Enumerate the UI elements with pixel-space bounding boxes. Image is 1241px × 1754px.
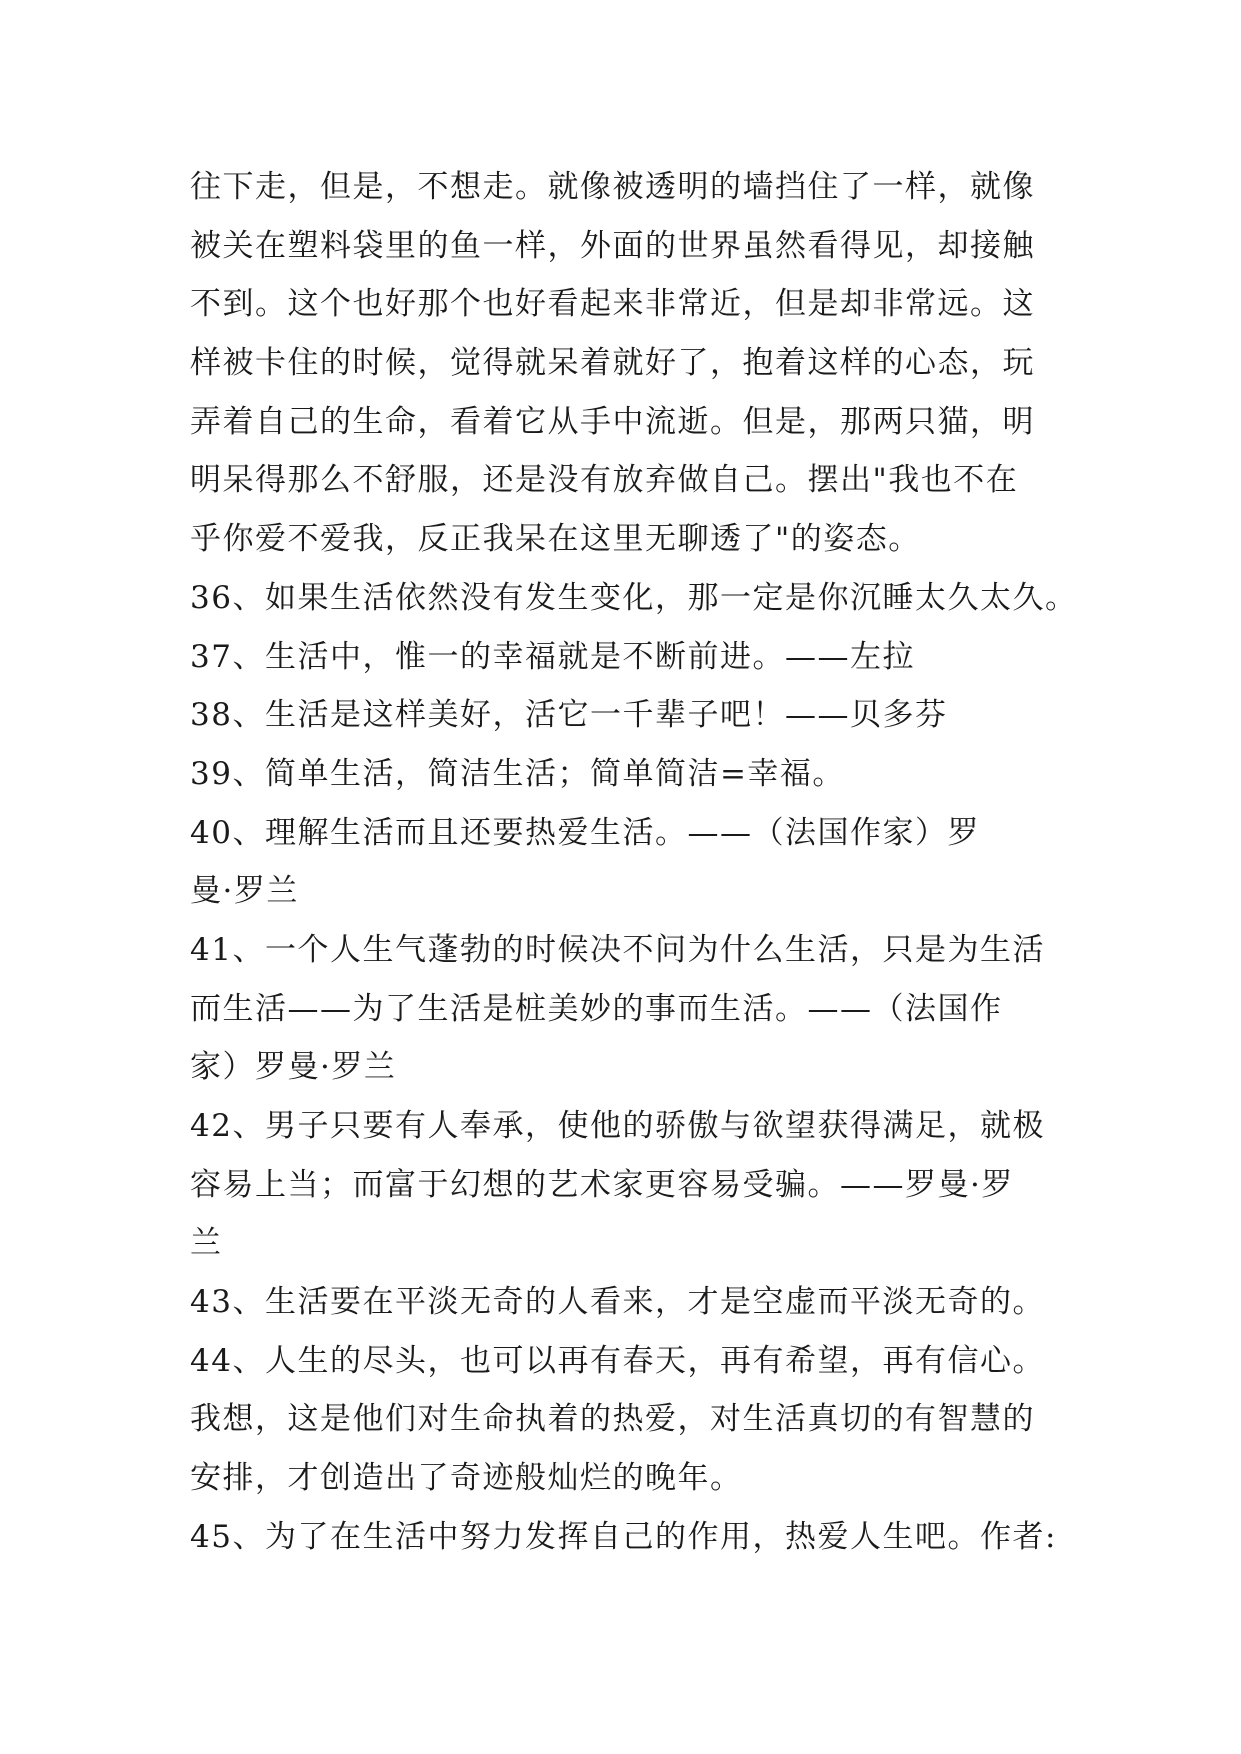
quote-44: 44、人生的尽头，也可以再有春天，再有希望，再有信心。 [190, 1342, 1045, 1379]
quote-39: 39、简单生活，简洁生活；简单简洁=幸福。 [190, 755, 845, 792]
body-text [190, 158, 1078, 1567]
quote-44-cont: 我想，这是他们对生命执着的热爱，对生活真切的有智慧的 [190, 1401, 1035, 1438]
quote-42-cont: 兰 [190, 1225, 223, 1262]
text-line: 样被卡住的时候，觉得就呆着就好了，抱着这样的心态，玩 [190, 345, 1035, 382]
text-line: 乎你爱不爱我，反正我呆在这里无聊透了"的姿态。 [190, 521, 921, 558]
quote-37: 37、生活中，惟一的幸福就是不断前进。——左拉 [190, 638, 915, 675]
quote-43: 43、生活要在平淡无奇的人看来，才是空虚而平淡无奇的。 [190, 1284, 1045, 1321]
quote-41: 41、一个人生气蓬勃的时候决不问为什么生活，只是为生活 [190, 931, 1045, 968]
text-line: 明呆得那么不舒服，还是没有放弃做自己。摆出"我也不在 [190, 462, 1019, 499]
quote-36: 36、如果生活依然没有发生变化，那一定是你沉睡太久太久。 [190, 579, 1078, 616]
quote-40: 40、理解生活而且还要热爱生活。——（法国作家）罗 [190, 814, 980, 851]
quote-38: 38、生活是这样美好，活它一千辈子吧！——贝多芬 [190, 697, 948, 734]
quote-45: 45、为了在生活中努力发挥自己的作用，热爱人生吧。作者: [190, 1518, 1057, 1555]
text-line: 往下走，但是，不想走。就像被透明的墙挡住了一样，就像 [190, 169, 1035, 205]
text-line: 被关在塑料袋里的鱼一样，外面的世界虽然看得见，却接触 [190, 227, 1035, 264]
text-line: 不到。这个也好那个也好看起来非常近，但是却非常远。这 [190, 286, 1035, 323]
quote-40-cont: 曼·罗兰 [190, 873, 299, 910]
quote-42: 42、男子只要有人奉承，使他的骄傲与欲望获得满足，就极 [190, 1108, 1045, 1144]
quote-41-cont: 家）罗曼·罗兰 [190, 1049, 397, 1086]
quote-44-cont: 安排，才创造出了奇迹般灿烂的晚年。 [190, 1460, 743, 1497]
quote-42-cont: 容易上当；而富于幻想的艺术家更容易受骗。——罗曼·罗 [190, 1166, 1014, 1203]
text-line: 弄着自己的生命，看着它从手中流逝。但是，那两只猫，明 [190, 403, 1035, 440]
quote-41-cont: 而生活——为了生活是桩美妙的事而生活。——（法国作 [190, 990, 1003, 1027]
